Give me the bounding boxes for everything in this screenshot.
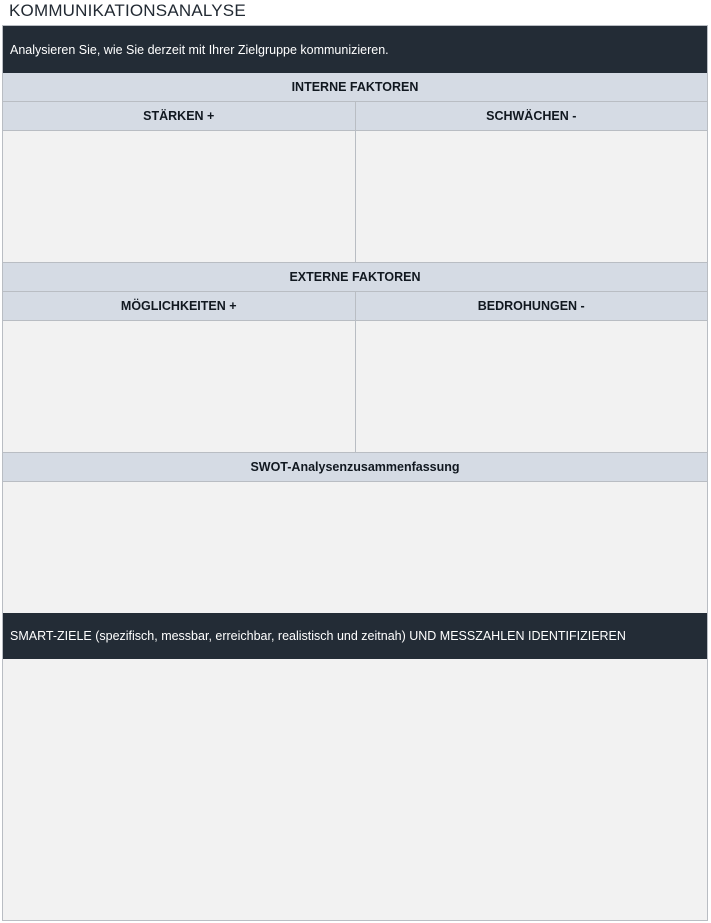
opportunities-heading: MÖGLICHKEITEN + (3, 292, 355, 321)
external-factors-header-row (3, 292, 707, 321)
threats-heading: BEDROHUNGEN - (355, 292, 708, 321)
page-title: KOMMUNIKATIONSANALYSE (9, 1, 246, 20)
strengths-heading: STÄRKEN + (3, 102, 355, 131)
internal-factors-input-row (3, 131, 707, 263)
threats-input-area[interactable] (355, 321, 708, 453)
weaknesses-heading: SCHWÄCHEN - (355, 102, 708, 131)
strengths-input-area[interactable] (3, 131, 355, 263)
swot-summary-input-area[interactable] (3, 482, 707, 613)
internal-factors-heading: INTERNE FAKTOREN (3, 73, 707, 102)
opportunities-input-area[interactable] (3, 321, 355, 453)
smart-goals-banner (3, 613, 707, 659)
external-factors-input-row (3, 321, 707, 453)
external-factors-heading: EXTERNE FAKTOREN (3, 263, 707, 292)
weaknesses-input-area[interactable] (355, 131, 708, 263)
swot-summary-heading: SWOT-Analysenzusammenfassung (3, 453, 707, 482)
intro-text: Analysieren Sie, wie Sie derzeit mit Ihrer Zielgruppe kommunizieren. (10, 42, 389, 57)
internal-factors-header-row (3, 102, 707, 131)
intro-banner (3, 26, 707, 73)
smart-goals-input-area[interactable] (3, 659, 707, 920)
smart-goals-heading: SMART-ZIELE (spezifisch, messbar, erreichbar, realistisch und zeitnah) UND MESSZAHLEN IDENTIFIZIEREN (10, 629, 626, 643)
communication-analysis-form (2, 25, 708, 921)
